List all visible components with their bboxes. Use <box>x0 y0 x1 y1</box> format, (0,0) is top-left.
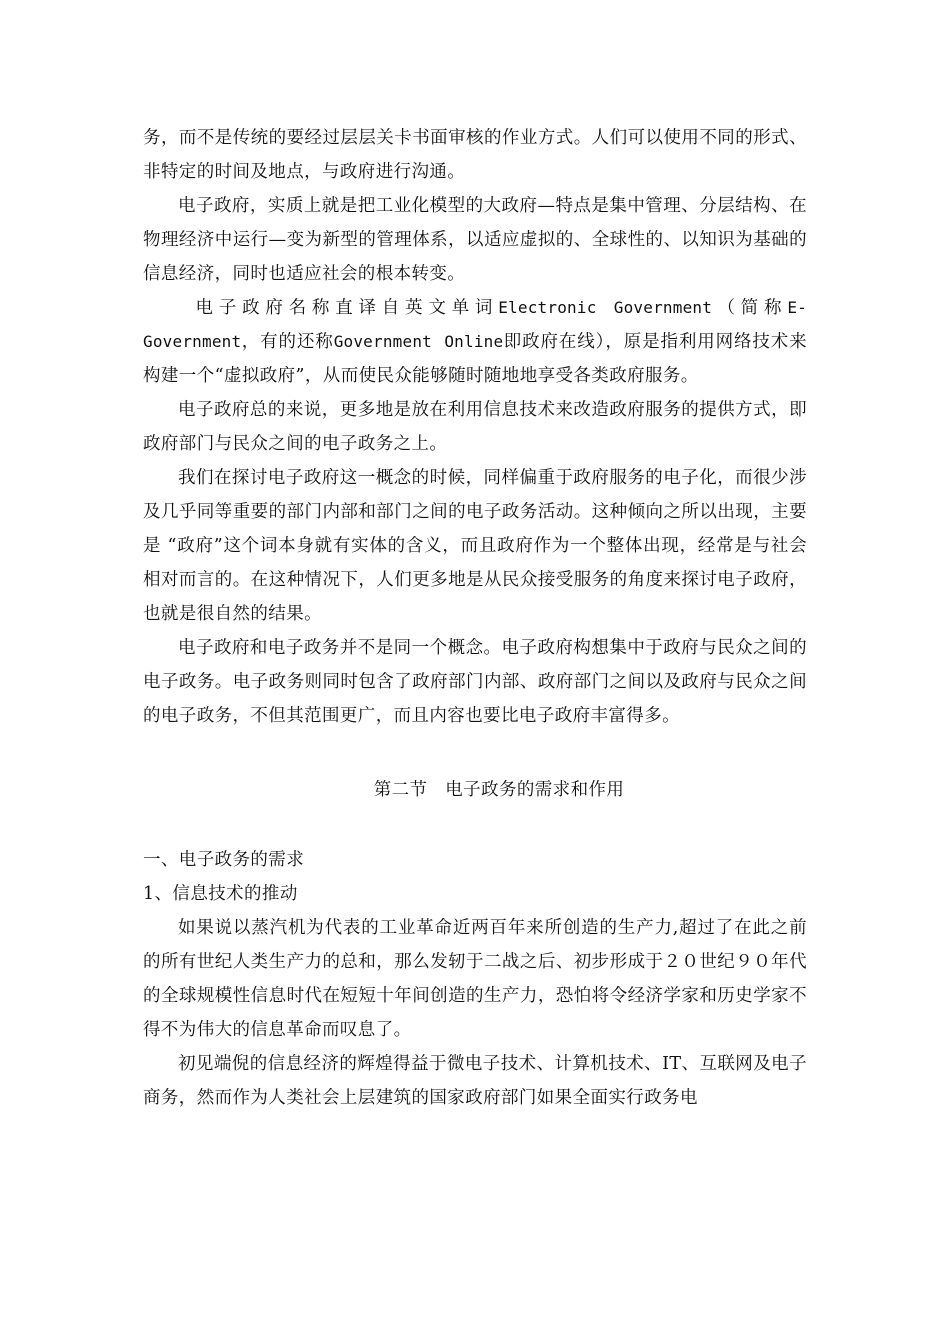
text-segment: （简称 <box>712 298 788 318</box>
paragraph-e-gov-definition: 电子政府，实质上就是把工业化模型的大政府—特点是集中管理、分层结构、在物理经济中运行—变为新型的管理体系，以适应虚拟的、全球性的、以知识为基础的信息经济，同时也适应社会的根本转变。 <box>143 196 807 284</box>
english-term: Government Online <box>333 332 504 351</box>
paragraph-information-economy: 初见端倪的信息经济的辉煌得益于微电子技术、计算机技术、IT、互联网及电子商务，然而作为人类社会上层建筑的国家政府部门如果全面实行政务电 <box>143 1054 807 1108</box>
paragraph-e-gov-summary: 电子政府总的来说，更多地是放在利用信息技术来改造政府服务的提供方式，即政府部门与民众之间的电子政务之上。 <box>143 400 807 454</box>
text-segment: 即政府在线），原是指利用网络技术来构建一个“虚拟政府”，从而使民众能够随时随地地享受各类政府服务。 <box>143 332 807 386</box>
paragraph-e-gov-concept: 我们在探讨电子政府这一概念的时候，同样偏重于政府服务的电子化，而很少涉及几乎同等重要的部门内部和部门之间的电子政务活动。这种倾向之所以出现，主要是 “政府”这个词本身就有实体的含义，而且政府作为一个整体出现，经常是与社会相对而言的。在这种情况下，人们更多地是从民众接受服务的角度来探讨电子政府，也就是很自然的结果。 <box>143 468 807 624</box>
heading-level-1: 一、电子政务的需求 <box>143 850 305 870</box>
text-segment: ，有的还称 <box>241 332 334 352</box>
text-segment: 电子政府名称直译自英文单词 <box>195 298 499 318</box>
paragraph-e-gov-name-origin <box>143 291 807 393</box>
english-term: Electronic Government <box>498 298 713 317</box>
heading-level-2: 1、信息技术的推动 <box>143 884 298 904</box>
paragraph-it-revolution: 如果说以蒸汽机为代表的工业革命近两百年来所创造的生产力,超过了在此之前的所有世纪人类生产力的总和，那么发轫于二战之后、初步形成于２０世纪９０年代的全球规模性信息时代在短短十年间创造的生产力，恐怕将令经济学家和历史学家不得不为伟大的信息革命而叹息了。 <box>143 918 807 1040</box>
paragraph-continuation: 务，而不是传统的要经过层层关卡书面审核的作业方式。人们可以使用不同的形式、非特定的时间及地点，与政府进行沟通。 <box>143 128 807 182</box>
document-body <box>143 121 807 1115</box>
english-term: E-Government <box>143 298 807 351</box>
section-title: 第二节 电子政务的需求和作用 <box>373 780 625 800</box>
paragraph-e-gov-vs-e-affairs: 电子政府和电子政务并不是同一个概念。电子政府构想集中于政府与民众之间的电子政务。电子政务则同时包含了政府部门内部、政府部门之间以及政府与民众之间的电子政务，不但其范围更广，而且内容也要比电子政府丰富得多。 <box>143 638 807 726</box>
